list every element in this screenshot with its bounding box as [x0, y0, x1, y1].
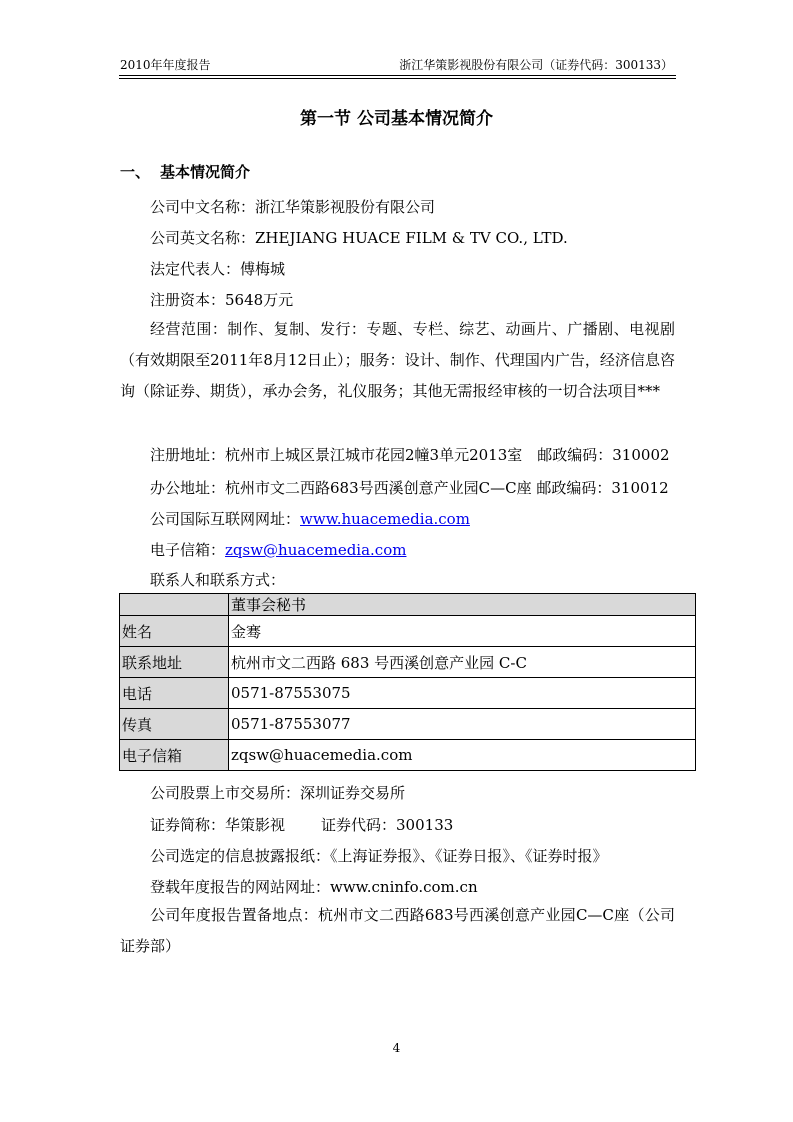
- report-website: 登载年度报告的网站网址：www.cninfo.com.cn: [150, 878, 478, 896]
- heading-text: 基本情况简介: [160, 163, 251, 181]
- website-label: 公司国际互联网网址：: [150, 510, 301, 528]
- row-value: 0571-87553075: [229, 678, 696, 709]
- page-number: 4: [392, 1041, 401, 1055]
- header-rule: [119, 75, 676, 76]
- stock-code: 证券代码：300133: [321, 816, 454, 834]
- report-location: 公司年度报告置备地点：杭州市文二西路683号西溪创意产业园C—C座（公司证券部）: [120, 906, 675, 955]
- table-row: [120, 678, 696, 709]
- contact-table-header: 董事会秘书: [229, 594, 696, 616]
- contact-intro: 联系人和联系方式：: [150, 571, 286, 589]
- header-company: 浙江华策影视股份有限公司（证券代码：300133）: [399, 58, 673, 72]
- row-label: 姓名: [120, 616, 229, 647]
- website-link[interactable]: www.huacemedia.com: [300, 510, 470, 528]
- row-value: 0571-87553077: [229, 709, 696, 740]
- header-report-year: 2010年年度报告: [120, 58, 211, 72]
- legal-representative: 法定代表人：傅梅城: [150, 260, 286, 278]
- header-rule-thin: [119, 78, 676, 79]
- stock-exchange: 公司股票上市交易所：深圳证券交易所: [150, 784, 406, 802]
- email-link[interactable]: zqsw@huacemedia.com: [225, 541, 407, 559]
- row-label: 电子信箱: [120, 740, 229, 771]
- section-title: 第一节 公司基本情况简介: [300, 109, 493, 129]
- email-line: [150, 539, 406, 560]
- heading-basic-info: [120, 161, 250, 182]
- contact-table: [119, 593, 696, 771]
- business-scope: 经营范围：制作、复制、发行：专题、专栏、综艺、动画片、广播剧、电视剧（有效期限至2011年8月12日止）；服务：设计、制作、代理国内广告，经济信息咨询（除证券、期货），承办会务，礼仪服务；其他无需报经审核的一切合法项目***: [120, 320, 675, 400]
- row-value: 金骞: [229, 616, 696, 647]
- office-address: 办公地址：杭州市文二西路683号西溪创意产业园C—C座 邮政编码：310012: [150, 479, 669, 497]
- registered-address: 注册地址：杭州市上城区景江城市花园2幢3单元2013室 邮政编码：310002: [150, 446, 670, 464]
- table-row: [120, 647, 696, 678]
- company-en-name: 公司英文名称：ZHEJIANG HUACE FILM & TV CO., LTD.: [150, 229, 568, 247]
- row-label: 传真: [120, 709, 229, 740]
- row-value: zqsw@huacemedia.com: [229, 740, 696, 771]
- disclosure-newspapers: 公司选定的信息披露报纸：《上海证券报》、《证券日报》、《证券时报》: [150, 847, 608, 865]
- contact-table-corner: [120, 594, 229, 616]
- email-label: 电子信箱：: [150, 541, 226, 559]
- registered-capital: 注册资本：5648万元: [150, 291, 294, 309]
- table-row: [120, 616, 696, 647]
- company-cn-name: 公司中文名称：浙江华策影视股份有限公司: [150, 198, 436, 216]
- row-label: 电话: [120, 678, 229, 709]
- row-value: 杭州市文二西路 683 号西溪创意产业园 C-C: [229, 647, 696, 678]
- table-row: [120, 740, 696, 771]
- stock-info: [150, 814, 453, 835]
- website-line: [150, 508, 470, 529]
- contact-table-header-row: [120, 594, 696, 616]
- stock-name: 证券简称：华策影视: [150, 816, 286, 834]
- heading-number: 一、: [120, 163, 151, 181]
- row-label: 联系地址: [120, 647, 229, 678]
- table-row: [120, 709, 696, 740]
